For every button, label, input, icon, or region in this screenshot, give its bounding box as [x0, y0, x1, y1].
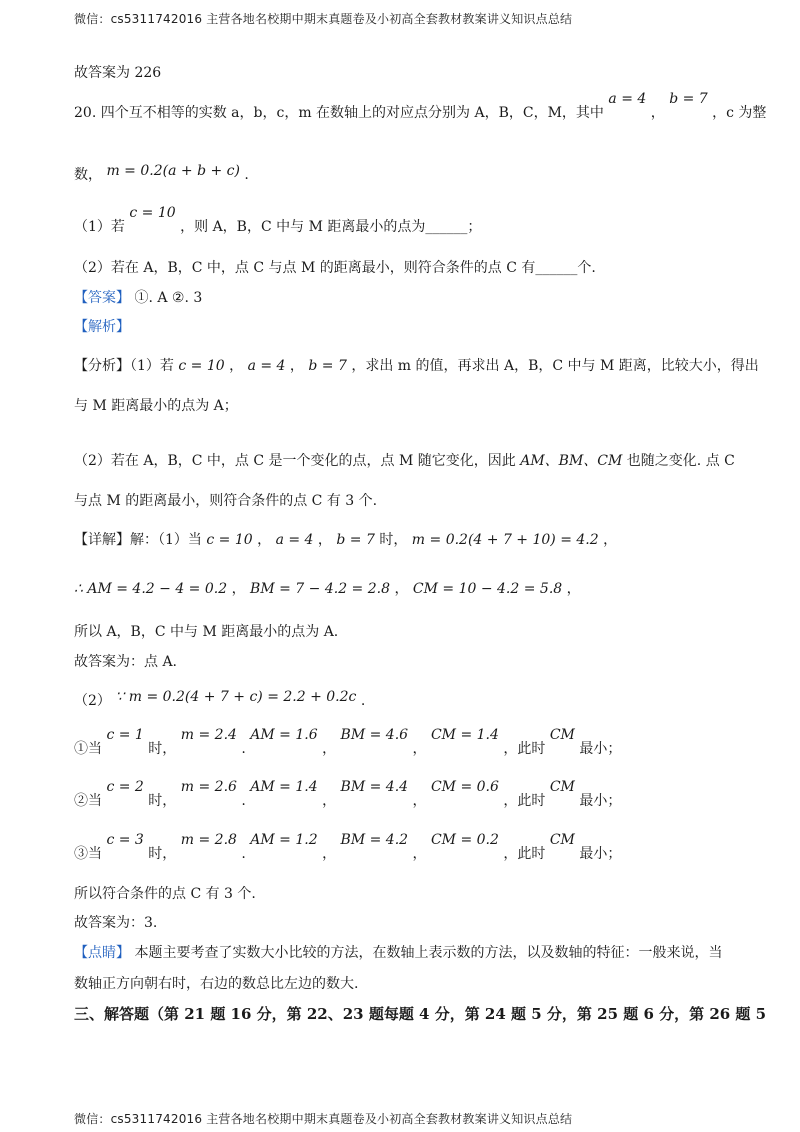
- text: ，: [322, 846, 337, 862]
- conclusion-line: 所以符合条件的点 C 有 3 个.: [74, 886, 256, 902]
- math: m = 2.4: [180, 727, 237, 743]
- text: ，: [412, 741, 427, 757]
- math: ∴ AM = 4.2 − 4 = 0.2: [74, 581, 228, 597]
- analysis-line-3: [74, 452, 744, 470]
- detail-line-4: 故答案为：点 A.: [74, 654, 178, 670]
- text: ，求出 m 的值，再求出 A，B，C 中与 M 距离，比较大小，得出: [351, 358, 759, 374]
- math: c = 2: [106, 779, 144, 795]
- math: CM = 10 − 4.2 = 5.8: [412, 581, 563, 597]
- text: 最小；: [579, 741, 622, 757]
- text: ，: [257, 532, 272, 548]
- math: m = 0.2(a + b + c): [106, 163, 240, 179]
- text: ，: [317, 532, 332, 548]
- answer-line-19: 故答案为 226: [74, 65, 162, 81]
- text: 最小；: [579, 793, 622, 809]
- text: ③当: [74, 846, 102, 862]
- text: ，: [229, 358, 244, 374]
- math: AM = 1.6: [250, 727, 318, 743]
- text: （2）若在 A，B，C 中，点 C 是一个变化的点，点 M 随它变化，因此: [74, 453, 516, 469]
- text: ，此时: [503, 793, 546, 809]
- math: c = 10: [206, 532, 253, 548]
- page-header: 微信：cs5311742016 主营各地名校期中期末真题卷及小初高全套教材教案讲义知识点总结: [74, 12, 573, 26]
- math: BM = 4.4: [340, 779, 409, 795]
- detail-line-2: [74, 580, 744, 598]
- text: ，: [231, 581, 246, 597]
- text: ，: [603, 532, 618, 548]
- comment-line-1: [74, 944, 744, 962]
- text: 20. 四个互不相等的实数 a，b，c，m 在数轴上的对应点分别为 A，B，C，M，其中: [74, 105, 604, 121]
- text: 【分析】（1）若: [74, 358, 174, 374]
- math: m = 0.2(4 + 7 + 10) = 4.2: [411, 532, 599, 548]
- math: BM = 7 − 4.2 = 2.8: [250, 581, 390, 597]
- math: AM = 1.4: [250, 779, 318, 795]
- case-1-line: [74, 727, 744, 758]
- math: c = 1: [106, 727, 144, 743]
- math: c = 3: [106, 832, 144, 848]
- text: ，则 A，B，C 中与 M 距离最小的点为______；: [180, 219, 482, 235]
- math: CM = 0.6: [430, 779, 499, 795]
- text: ，c 为整: [712, 105, 767, 121]
- text: 时，: [379, 532, 408, 548]
- text: ，: [650, 105, 665, 121]
- math: AM = 1.2: [250, 832, 318, 848]
- comment-tag: 【点睛】: [74, 945, 130, 961]
- text: （1）若: [74, 219, 125, 235]
- detail-line-1: [74, 531, 744, 549]
- answer-3-line: 故答案为：3.: [74, 915, 158, 931]
- text: 本题主要考查了实数大小比较的方法，在数轴上表示数的方法，以及数轴的特征：一般来说，当: [134, 945, 723, 961]
- math: b = 7: [669, 91, 708, 107]
- question-20-line-1: [74, 91, 767, 122]
- text: ，: [289, 358, 304, 374]
- text: ，: [412, 846, 427, 862]
- math: a = 4: [275, 532, 314, 548]
- text: .: [241, 793, 246, 809]
- text: 时，: [148, 741, 177, 757]
- math: a = 4: [247, 358, 286, 374]
- comment-line-2: 数轴正方向朝右时，右边的数总比左边的数大.: [74, 976, 359, 992]
- math: CM = 1.4: [430, 727, 499, 743]
- math: CM: [549, 779, 575, 795]
- analysis-line-4: 与点 M 的距离最小，则符合条件的点 C 有 3 个.: [74, 493, 378, 509]
- text: .: [241, 846, 246, 862]
- math: ∵ m = 0.2(4 + 7 + c) = 2.2 + 0.2c: [115, 689, 357, 705]
- text: （2）: [74, 693, 111, 709]
- math: m = 2.6: [180, 779, 237, 795]
- text: ，此时: [503, 741, 546, 757]
- case-2-line: [74, 779, 744, 810]
- text: ②当: [74, 793, 102, 809]
- case-3-line: [74, 832, 744, 863]
- math: m = 2.8: [180, 832, 237, 848]
- question-20-part-2: （2）若在 A，B，C 中，点 C 与点 M 的距离最小，则符合条件的点 C 有______个.: [74, 260, 596, 276]
- question-20-part-1: [74, 205, 744, 236]
- text: 最小；: [579, 846, 622, 862]
- page-footer: 微信：cs5311742016 主营各地名校期中期末真题卷及小初高全套教材教案讲义知识点总结: [74, 1112, 573, 1126]
- text: 时，: [148, 793, 177, 809]
- math: CM: [549, 727, 575, 743]
- text: .: [244, 167, 249, 183]
- text: 【详解】解：（1）当: [74, 532, 202, 548]
- math: CM: [549, 832, 575, 848]
- math: BM = 4.2: [340, 832, 409, 848]
- detail-line-5: [74, 688, 744, 709]
- question-20-line-2: [74, 162, 744, 183]
- text: ，: [394, 581, 409, 597]
- text: .: [360, 693, 366, 709]
- math: a = 4: [608, 91, 647, 107]
- text: 也随之变化. 点 C: [626, 453, 735, 469]
- math: CM = 0.2: [430, 832, 499, 848]
- section-heading: 三、解答题（第 21 题 16 分，第 22、23 题每题 4 分，第 24 题 5 分，第 25 题 6 分，第 26 题 5: [74, 1005, 767, 1023]
- answer-values: ①. A ②. 3: [134, 290, 203, 306]
- analysis-tag-line: [74, 318, 744, 336]
- math: c = 10: [129, 205, 176, 221]
- analysis-line-2: 与 M 距离最小的点为 A；: [74, 398, 238, 414]
- text: ，: [322, 793, 337, 809]
- math: c = 10: [178, 358, 225, 374]
- detail-line-3: 所以 A，B，C 中与 M 距离最小的点为 A.: [74, 624, 339, 640]
- answer-tag: 【答案】: [74, 290, 130, 306]
- answer-line: [74, 289, 744, 307]
- text: ，: [412, 793, 427, 809]
- text: ，: [566, 581, 581, 597]
- math: b = 7: [336, 532, 375, 548]
- analysis-tag: 【解析】: [74, 319, 130, 335]
- text: 时，: [148, 846, 177, 862]
- math: AM、BM、CM: [520, 453, 623, 469]
- analysis-line-1: [74, 357, 759, 375]
- text: ，: [322, 741, 337, 757]
- math: b = 7: [308, 358, 347, 374]
- text: ，此时: [503, 846, 546, 862]
- text: 数，: [74, 167, 102, 183]
- text: ①当: [74, 741, 102, 757]
- math: BM = 4.6: [340, 727, 409, 743]
- text: .: [241, 741, 246, 757]
